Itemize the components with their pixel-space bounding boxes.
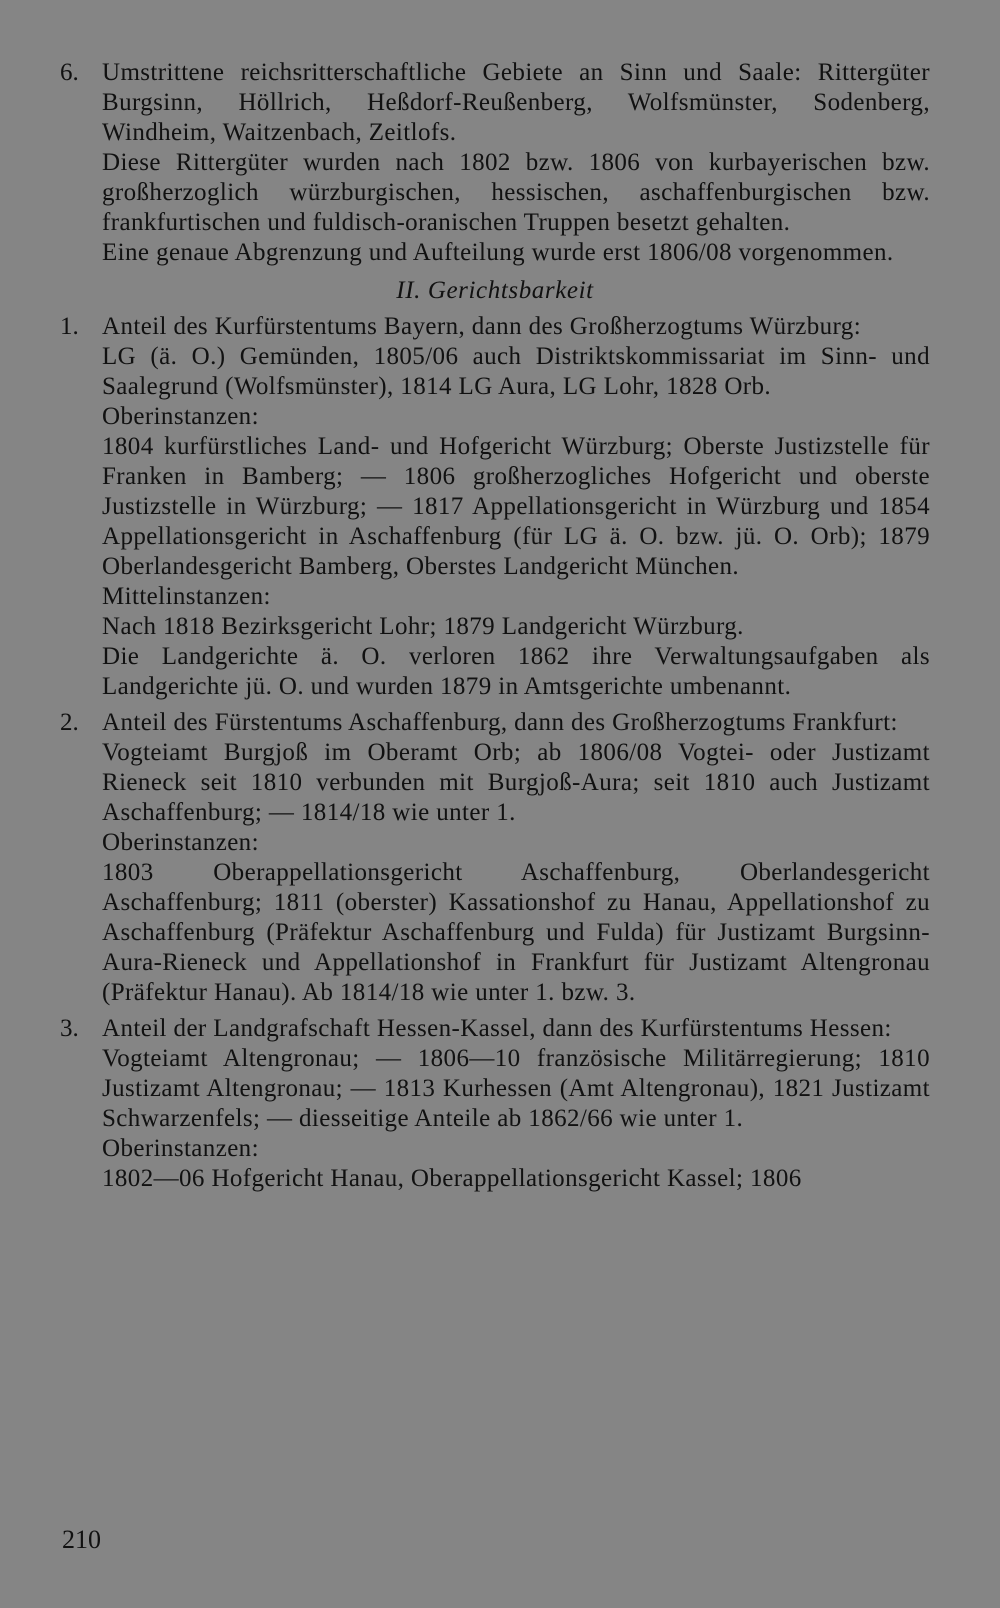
list-item-1 <box>60 312 930 702</box>
paragraph: 1803 Oberappellationsgericht Aschaffenburg, Oberlandesgericht Aschaffenburg; 1811 (oberster) Kassationshof zu Hanau, Appellationshof zu Aschaffenburg (Präfektur Aschaffenburg und Fulda) für Justizamt Burgsinn-Aura-Rieneck und Appellationshof in Frankfurt für Justizamt Altengronau (Präfektur Hanau). Ab 1814/18 wie unter 1. bzw. 3. <box>102 859 930 1006</box>
paragraph: Die Landgerichte ä. O. verloren 1862 ihre Verwaltungsaufgaben als Landgerichte jü. O. und wurden 1879 in Amtsgerichte umbenannt. <box>102 643 930 700</box>
list-item-number: 2. <box>60 709 79 736</box>
list-item-number: 1. <box>60 313 79 340</box>
section-6 <box>60 58 930 268</box>
paragraph: 1804 kurfürstliches Land- und Hofgericht Würzburg; Oberste Justizstelle für Franken in Bamberg; — 1806 großherzogliches Hofgericht und oberste Justizstelle in Würzburg; — 1817 Appellationsgericht in Würzburg und 1854 Appellationsgericht in Aschaffenburg (für LG ä. O. bzw. jü. O. Orb); 1879 Oberlandesgericht Bamberg, Oberstes Landgericht München. <box>102 433 930 580</box>
list-item-2 <box>60 708 930 1008</box>
section-6-paragraph-3: Eine genaue Abgrenzung und Aufteilung wurde erst 1806/08 vorgenommen. <box>102 239 894 266</box>
list-item-body <box>102 1014 930 1194</box>
paragraph: Anteil des Kurfürstentums Bayern, dann des Großherzogtums Würzburg: <box>102 313 862 340</box>
subheading-oberinstanzen: Oberinstanzen: <box>102 829 259 856</box>
list-item-body <box>102 312 930 702</box>
paragraph: LG (ä. O.) Gemünden, 1805/06 auch Distriktskommissariat im Sinn- und Saalegrund (Wolfsmünster), 1814 LG Aura, LG Lohr, 1828 Orb. <box>102 343 930 400</box>
subheading-oberinstanzen: Oberinstanzen: <box>102 403 259 430</box>
list-item-number: 3. <box>60 1015 79 1042</box>
section-6-body <box>102 58 930 268</box>
page-number: 210 <box>62 1525 101 1554</box>
paragraph: Vogteiamt Burgjoß im Oberamt Orb; ab 1806/08 Vogtei- oder Justizamt Rieneck seit 1810 verbunden mit Burgjoß-Aura; seit 1810 auch Justizamt Aschaffenburg; — 1814/18 wie unter 1. <box>102 739 930 826</box>
list-item-3 <box>60 1014 930 1194</box>
section-heading: II. Gerichtsbarkeit <box>396 277 594 304</box>
paragraph: Anteil des Fürstentums Aschaffenburg, dann des Großherzogtums Frankfurt: <box>102 709 898 736</box>
page-content <box>60 58 930 1194</box>
paragraph: Nach 1818 Bezirksgericht Lohr; 1879 Landgericht Würzburg. <box>102 613 744 640</box>
paragraph: Vogteiamt Altengronau; — 1806—10 französische Militärregierung; 1810 Justizamt Altengronau; — 1813 Kurhessen (Amt Altengronau), 1821 Justizamt Schwarzenfels; — diesseitige Anteile ab 1862/66 wie unter 1. <box>102 1045 930 1132</box>
section-6-paragraph-1: Umstrittene reichsritterschaftliche Gebiete an Sinn und Saale: Rittergüter Burgsinn, Höllrich, Heßdorf-Reußenberg, Wolfsmünster, Sodenberg, Windheim, Waitzenbach, Zeitlofs. <box>102 59 930 146</box>
paragraph: 1802—06 Hofgericht Hanau, Oberappellationsgericht Kassel; 1806 <box>102 1165 802 1192</box>
paragraph: Anteil der Landgrafschaft Hessen-Kassel, dann des Kurfürstentums Hessen: <box>102 1015 892 1042</box>
section-6-paragraph-2: Diese Rittergüter wurden nach 1802 bzw. 1806 von kurbayerischen bzw. großherzoglich würzburgischen, hessischen, aschaffenburgischen bzw. frankfurtischen und fuldisch-oranischen Truppen besetzt gehalten. <box>102 149 930 236</box>
subheading-oberinstanzen: Oberinstanzen: <box>102 1135 259 1162</box>
subheading-mittelinstanzen: Mittelinstanzen: <box>102 583 271 610</box>
list-item-body <box>102 708 930 1008</box>
section-6-number: 6. <box>60 59 79 86</box>
